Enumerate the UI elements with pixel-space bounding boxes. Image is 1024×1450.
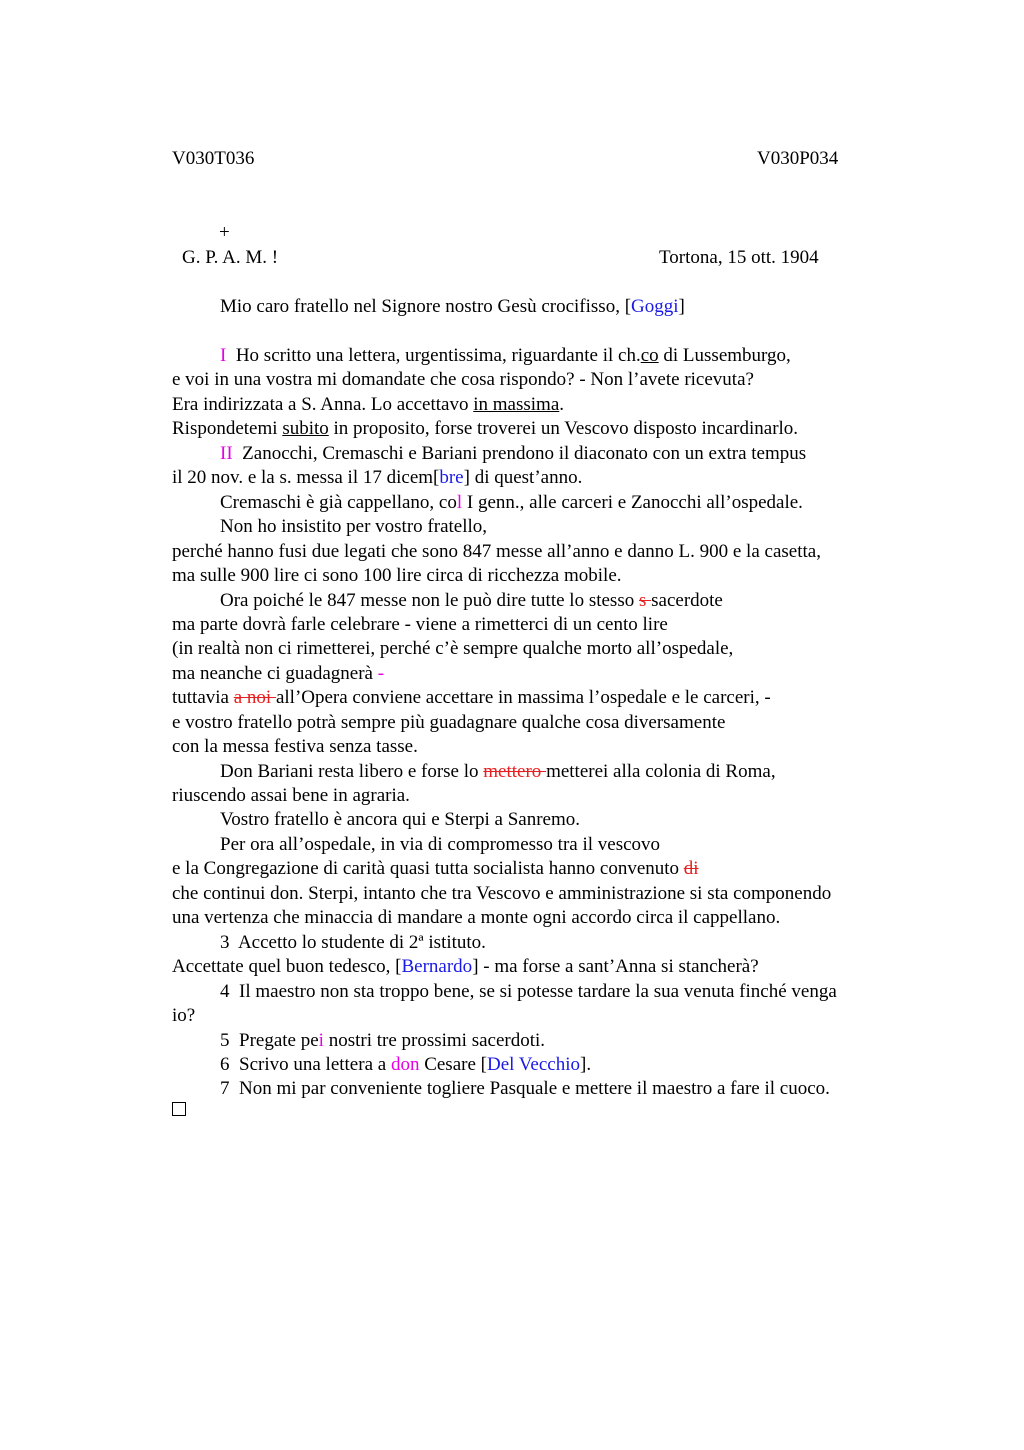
bracket-close: ]	[678, 296, 685, 317]
text-segment: Zanocchi, Cremaschi e Bariani prendono il diaconato con un extra tempus	[232, 443, 807, 464]
text-segment: Accettate quel buon tedesco, [	[172, 956, 402, 977]
underlined-text: subito	[282, 418, 329, 439]
paragraph-1-line-3	[172, 393, 564, 417]
document-code-right: V030P034	[757, 148, 839, 169]
paragraph-2-line-20: una vertenza che minaccia di mandare a monte ogni accordo circa il cappellano.	[172, 907, 781, 928]
text-segment: nostri tre prossimi sacerdoti.	[323, 1030, 546, 1051]
paragraph-2-line-7	[220, 589, 723, 613]
text-segment: ] - ma forse a sant’Anna si stancherà?	[472, 956, 759, 977]
text-segment: I genn., alle carceri e Zanocchi all’ospedale.	[462, 492, 803, 513]
text-segment: 6 Scrivo una lettera a	[220, 1054, 391, 1075]
paragraph-5	[220, 1029, 545, 1053]
paragraph-2-line-8: ma parte dovrà farle celebrare - viene a rimetterci di un cento lire	[172, 614, 668, 635]
editorial-correction: l	[456, 492, 463, 513]
text-segment: e la Congregazione di carità quasi tutta socialista hanno convenuto	[172, 858, 684, 879]
paragraph-2-line-13: con la messa festiva senza tasse.	[172, 736, 418, 757]
paragraph-number-1: I	[220, 345, 227, 366]
paragraph-2-line-9: (in realtà non ci rimetterei, perché c’è sempre qualche morto all’ospedale,	[172, 638, 734, 659]
text-segment: in proposito, forse troverei un Vescovo disposto incardinarlo.	[328, 418, 799, 439]
text-segment: Ora poiché le 847 messe non le può dire tutte lo stesso	[220, 590, 639, 611]
end-of-document-box-icon	[172, 1102, 186, 1116]
deleted-text: mettero	[483, 761, 547, 782]
paragraph-2-line-3	[220, 491, 803, 515]
paragraph-2-line-16: Vostro fratello è ancora qui e Sterpi a Sanremo.	[220, 809, 581, 830]
text-segment: Cremaschi è già cappellano, co	[220, 492, 457, 513]
editorial-correction: -	[377, 663, 385, 684]
text-segment: sacerdote	[651, 590, 723, 611]
paragraph-1-line-1	[220, 344, 791, 368]
document-code-left: V030T036	[172, 148, 255, 169]
editorial-name-goggi: Goggi	[631, 296, 679, 317]
paragraph-2-line-11	[172, 686, 771, 710]
paragraph-2-line-18	[172, 857, 699, 881]
text-segment: metterei alla colonia di Roma,	[546, 761, 776, 782]
text-segment: 5 Pregate pe	[220, 1030, 319, 1051]
paragraph-2-line-5: perché hanno fusi due legati che sono 847 messe all’anno e danno L. 900 e la casetta,	[172, 541, 821, 562]
editorial-name-bernardo: Bernardo	[401, 956, 473, 977]
text-segment: Cesare [	[419, 1054, 487, 1075]
editorial-correction: i	[318, 1030, 324, 1051]
paragraph-number-2: II	[220, 443, 233, 464]
paragraph-4-line-1: 4 Il maestro non sta troppo bene, se si potesse tardare la sua venuta finché venga	[220, 981, 837, 1002]
text-segment: ma neanche ci guadagnerà	[172, 663, 378, 684]
text-segment: .	[559, 394, 565, 415]
deleted-text: s	[638, 590, 652, 611]
text-segment: tuttavia	[172, 687, 234, 708]
paragraph-2-line-17: Per ora all’ospedale, in via di compromesso tra il vescovo	[220, 834, 661, 855]
opening-line	[220, 295, 685, 319]
text-segment: di Lussemburgo,	[658, 345, 791, 366]
underlined-text: co	[640, 345, 659, 366]
editorial-insertion: bre	[439, 467, 464, 488]
salutation-abbreviation: G. P. A. M. !	[182, 247, 279, 268]
paragraph-3-line-2	[172, 955, 759, 979]
text-segment: all’Opera conviene accettare in massima l’ospedale e le carceri, -	[275, 687, 771, 708]
paragraph-2-line-4: Non ho insistito per vostro fratello,	[220, 516, 488, 537]
underlined-text: in massima	[473, 394, 560, 415]
paragraph-2-line-15: riuscendo assai bene in agraria.	[172, 785, 410, 806]
paragraph-2-line-10	[172, 662, 384, 686]
text-segment: il 20 nov. e la s. messa il 17 dicem[	[172, 467, 440, 488]
editorial-correction: don	[390, 1054, 420, 1075]
paragraph-7: 7 Non mi par conveniente togliere Pasquale e mettere il maestro a fare il cuoco.	[220, 1078, 830, 1099]
text-segment: ] di quest’anno.	[463, 467, 583, 488]
paragraph-4-line-2: io?	[172, 1005, 196, 1026]
place-date: Tortona, 15 ott. 1904	[659, 247, 819, 268]
paragraph-6	[220, 1053, 591, 1077]
editorial-name-del-vecchio: Del Vecchio	[486, 1054, 581, 1075]
text-segment: Don Bariani resta libero e forse lo	[220, 761, 484, 782]
paragraph-2-line-12: e vostro fratello potrà sempre più guadagnare qualche cosa diversamente	[172, 712, 726, 733]
paragraph-2-line-2	[172, 466, 582, 490]
paragraph-2-line-1	[220, 442, 806, 466]
text-segment: Era indirizzata a S. Anna. Lo accettavo	[172, 394, 474, 415]
text-segment: ].	[580, 1054, 592, 1075]
deleted-text: a noi	[233, 687, 276, 708]
opening-text: Mio caro fratello nel Signore nostro Gesù crocifisso, [	[220, 296, 632, 317]
paragraph-1-line-2: e voi in una vostra mi domandate che cosa rispondo? - Non l’avete ricevuta?	[172, 369, 754, 390]
text-segment: Rispondetemi	[172, 418, 283, 439]
paragraph-2-line-14	[220, 760, 776, 784]
paragraph-3-line-1: 3 Accetto lo studente di 2ª istituto.	[220, 932, 486, 953]
deleted-text: di	[683, 858, 699, 879]
text-segment: Ho scritto una lettera, urgentissima, riguardante il ch.	[226, 345, 641, 366]
paragraph-1-line-4	[172, 417, 798, 441]
cross-symbol: +	[219, 222, 230, 243]
paragraph-2-line-19: che continui don. Sterpi, intanto che tra Vescovo e amministrazione si sta componendo	[172, 883, 832, 904]
paragraph-2-line-6: ma sulle 900 lire ci sono 100 lire circa di ricchezza mobile.	[172, 565, 622, 586]
